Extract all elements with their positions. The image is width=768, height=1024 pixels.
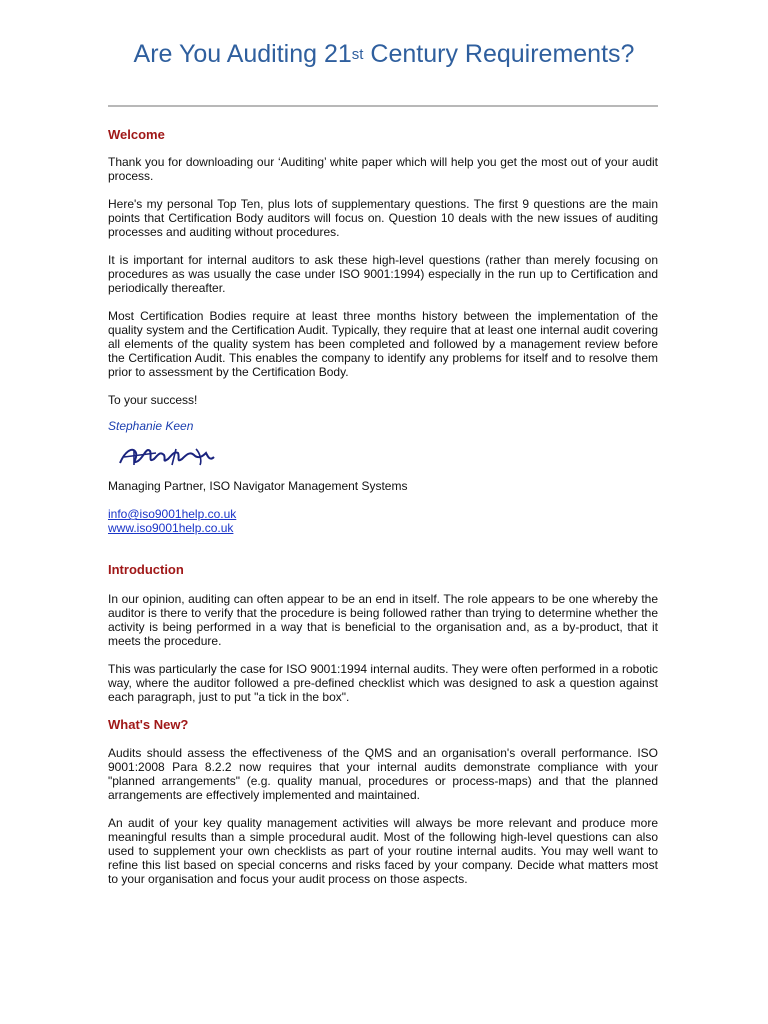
title-divider [108, 105, 658, 107]
email-link[interactable]: info@iso9001help.co.uk [108, 507, 237, 521]
introduction-paragraph-2: This was particularly the case for ISO 9001:1994 internal audits. They were often performed in a robotic way, where the auditor followed a pre-defined checklist which was designed to ask a question against each paragraph, just to put "a tick in the box". [108, 662, 658, 704]
signer-role: Managing Partner, ISO Navigator Management Systems [108, 479, 408, 493]
section-heading-introduction: Introduction [108, 562, 184, 577]
whats-new-paragraph-2: An audit of your key quality management activities will always be more relevant and produce more meaningful results than a simple procedural audit. Most of the following high-level questions can also used to supplement your own checklists as part of your routine internal audits. You may well want to refine this list based on special concerns and risks faced by your company. Decide what matters most to your organisation and focus your audit process on those aspects. [108, 816, 658, 886]
handwritten-signature [116, 437, 226, 473]
website-link[interactable]: www.iso9001help.co.uk [108, 521, 234, 535]
page-title [0, 40, 768, 69]
signer-name: Stephanie Keen [108, 419, 194, 433]
section-heading-welcome: Welcome [108, 127, 165, 142]
introduction-paragraph-1: In our opinion, auditing can often appear to be an end in itself. The role appears to be one whereby the auditor is there to verify that the procedure is being followed rather than trying to determine whether the activity is being performed in a way that is beneficial to the organisation and, as a by-product, that it meets the procedure. [108, 592, 658, 648]
section-heading-whats-new: What's New? [108, 717, 189, 732]
closing-line: To your success! [108, 393, 198, 407]
welcome-paragraph-3: It is important for internal auditors to ask these high-level questions (rather than merely focusing on procedures as was usually the case under ISO 9001:1994) especially in the run up to Certification and periodically thereafter. [108, 253, 658, 295]
title-superscript: st [351, 46, 364, 63]
whats-new-paragraph-1: Audits should assess the effectiveness of the QMS and an organisation's overall performance. ISO 9001:2008 Para 8.2.2 now requires that your internal audits demonstrate compliance with your "planned arrangements" (e.g. quality manual, procedures or process-maps) and that the planned arrangements are effectively implemented and maintained. [108, 746, 658, 802]
welcome-paragraph-2: Here's my personal Top Ten, plus lots of supplementary questions. The first 9 questions are the main points that Certification Body auditors will focus on. Question 10 deals with the new issues of auditing processes and auditing without procedures. [108, 197, 658, 239]
title-main: Are You Auditing 21 [133, 40, 352, 68]
welcome-paragraph-4: Most Certification Bodies require at least three months history between the implementation of the quality system and the Certification Audit. Typically, they require that at least one internal audit covering all elements of the quality system has been completed and followed by a management review before the Certification Audit. This enables the company to identify any problems for itself and to resolve them prior to assessment by the Certification Body. [108, 309, 658, 379]
title-rest: Century Requirements? [363, 40, 635, 68]
welcome-paragraph-1: Thank you for downloading our ‘Auditing’ white paper which will help you get the most out of your audit process. [108, 155, 658, 183]
document-body [108, 116, 658, 886]
